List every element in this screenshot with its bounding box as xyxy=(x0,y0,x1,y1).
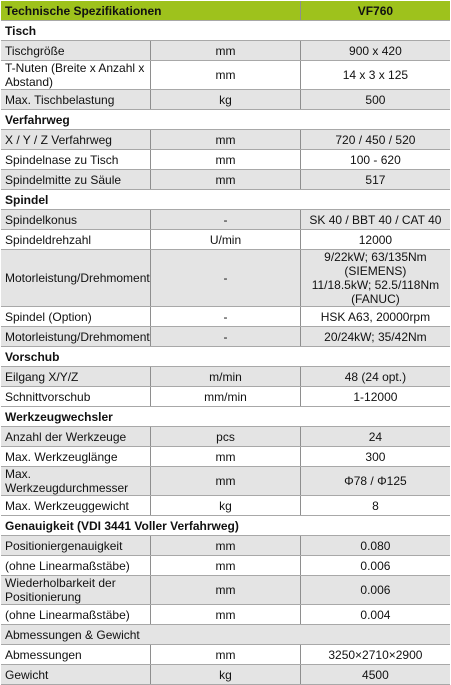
spec-label: Max. Werkzeuglänge xyxy=(1,447,151,467)
spec-label: Spindeldrehzahl xyxy=(1,230,151,250)
section-header xyxy=(1,190,450,210)
spec-unit: kg xyxy=(151,665,301,685)
spec-row xyxy=(1,170,450,190)
spec-unit: mm xyxy=(151,536,301,556)
spec-value: 24 xyxy=(300,427,450,447)
table-title: Technische Spezifikationen xyxy=(1,1,300,21)
section-title: Genauigkeit (VDI 3441 Voller Verfahrweg) xyxy=(1,516,450,536)
model-name: VF760 xyxy=(300,1,450,21)
spec-value: 720 / 450 / 520 xyxy=(300,130,450,150)
spec-label: Spindelkonus xyxy=(1,210,151,230)
spec-unit: mm xyxy=(151,576,301,605)
spec-value: 1-12000 xyxy=(300,387,450,407)
spec-value: 12000 xyxy=(300,230,450,250)
spec-value: 48 (24 opt.) xyxy=(300,367,450,387)
spec-label: Max. Werkzeugdurchmesser xyxy=(1,467,151,496)
spec-value: 500 xyxy=(300,90,450,110)
spec-row xyxy=(1,496,450,516)
section-title: Tisch xyxy=(1,21,450,41)
spec-row xyxy=(1,230,450,250)
spec-label: T-Nuten (Breite x Anzahl x Abstand) xyxy=(1,61,151,90)
spec-unit: mm xyxy=(151,170,301,190)
section-header xyxy=(1,110,450,130)
spec-value: 0.006 xyxy=(300,576,450,605)
spec-unit: mm xyxy=(151,61,301,90)
spec-row xyxy=(1,90,450,110)
spec-value: 20/24kW; 35/42Nm xyxy=(300,327,450,347)
spec-value: HSK A63, 20000rpm xyxy=(300,307,450,327)
spec-row xyxy=(1,250,450,307)
spec-label: (ohne Linearmaßstäbe) xyxy=(1,556,151,576)
spec-unit: mm xyxy=(151,645,301,665)
spec-label: Positioniergenauigkeit xyxy=(1,536,151,556)
section-header xyxy=(1,407,450,427)
spec-row xyxy=(1,427,450,447)
spec-row xyxy=(1,576,450,605)
spec-row xyxy=(1,645,450,665)
section-header xyxy=(1,516,450,536)
spec-unit: - xyxy=(151,327,301,347)
section-title: Spindel xyxy=(1,190,450,210)
spec-label: Spindelmitte zu Säule xyxy=(1,170,151,190)
section-header xyxy=(1,21,450,41)
spec-value: 3250×2710×2900 xyxy=(300,645,450,665)
spec-value: 0.004 xyxy=(300,605,450,625)
spec-value: 14 x 3 x 125 xyxy=(300,61,450,90)
spec-row xyxy=(1,367,450,387)
section-header xyxy=(1,347,450,367)
spec-row xyxy=(1,41,450,61)
spec-label: Eilgang X/Y/Z xyxy=(1,367,151,387)
spec-value: 9/22kW; 63/135Nm (SIEMENS) 11/18.5kW; 52.5/118Nm (FANUC) xyxy=(300,250,450,307)
spec-unit: pcs xyxy=(151,427,301,447)
spec-unit: - xyxy=(151,250,301,307)
spec-label: Abmessungen xyxy=(1,645,151,665)
spec-unit: kg xyxy=(151,90,301,110)
spec-label: Spindelnase zu Tisch xyxy=(1,150,151,170)
section-title: Werkzeugwechsler xyxy=(1,407,450,427)
spec-label: Motorleistung/Drehmoment xyxy=(1,327,151,347)
spec-row xyxy=(1,536,450,556)
spec-row xyxy=(1,307,450,327)
spec-unit: mm xyxy=(151,556,301,576)
spec-unit: U/min xyxy=(151,230,301,250)
spec-label: Motorleistung/Drehmoment xyxy=(1,250,151,307)
spec-unit: mm xyxy=(151,447,301,467)
spec-value: 4500 xyxy=(300,665,450,685)
spec-value: 100 - 620 xyxy=(300,150,450,170)
spec-row xyxy=(1,150,450,170)
spec-label: Anzahl der Werkzeuge xyxy=(1,427,151,447)
spec-unit: mm xyxy=(151,150,301,170)
spec-row xyxy=(1,605,450,625)
spec-row xyxy=(1,447,450,467)
spec-label: Spindel (Option) xyxy=(1,307,151,327)
spec-value: 0.080 xyxy=(300,536,450,556)
spec-label: Tischgröße xyxy=(1,41,151,61)
spec-label: Gewicht xyxy=(1,665,151,685)
spec-row xyxy=(1,556,450,576)
spec-label: (ohne Linearmaßstäbe) xyxy=(1,605,151,625)
spec-row xyxy=(1,467,450,496)
spec-unit: mm xyxy=(151,605,301,625)
spec-row xyxy=(1,327,450,347)
spec-value: 0.006 xyxy=(300,556,450,576)
spec-unit: - xyxy=(151,307,301,327)
spec-unit: mm/min xyxy=(151,387,301,407)
spec-value: 900 x 420 xyxy=(300,41,450,61)
spec-unit: kg xyxy=(151,496,301,516)
spec-value: 517 xyxy=(300,170,450,190)
spec-row xyxy=(1,130,450,150)
spec-value: SK 40 / BBT 40 / CAT 40 xyxy=(300,210,450,230)
spec-row xyxy=(1,665,450,685)
spec-label: Wiederholbarkeit der Positionierung xyxy=(1,576,151,605)
spec-label: Max. Werkzeuggewicht xyxy=(1,496,151,516)
spec-label: Max. Tischbelastung xyxy=(1,90,151,110)
spec-row xyxy=(1,210,450,230)
spec-unit: mm xyxy=(151,41,301,61)
spec-row xyxy=(1,61,450,90)
title-row xyxy=(1,1,450,21)
spec-row xyxy=(1,387,450,407)
spec-unit: mm xyxy=(151,467,301,496)
spec-label: X / Y / Z Verfahrweg xyxy=(1,130,151,150)
spec-value: Φ78 / Φ125 xyxy=(300,467,450,496)
spec-value: 8 xyxy=(300,496,450,516)
spec-value: 300 xyxy=(300,447,450,467)
dimensions-title: Abmessungen & Gewicht xyxy=(1,625,450,645)
spec-table-body xyxy=(1,1,450,685)
spec-unit: mm xyxy=(151,130,301,150)
section-title: Vorschub xyxy=(1,347,450,367)
spec-label: Schnittvorschub xyxy=(1,387,151,407)
spec-table xyxy=(1,1,450,685)
spec-unit: m/min xyxy=(151,367,301,387)
spec-unit: - xyxy=(151,210,301,230)
section-title: Verfahrweg xyxy=(1,110,450,130)
